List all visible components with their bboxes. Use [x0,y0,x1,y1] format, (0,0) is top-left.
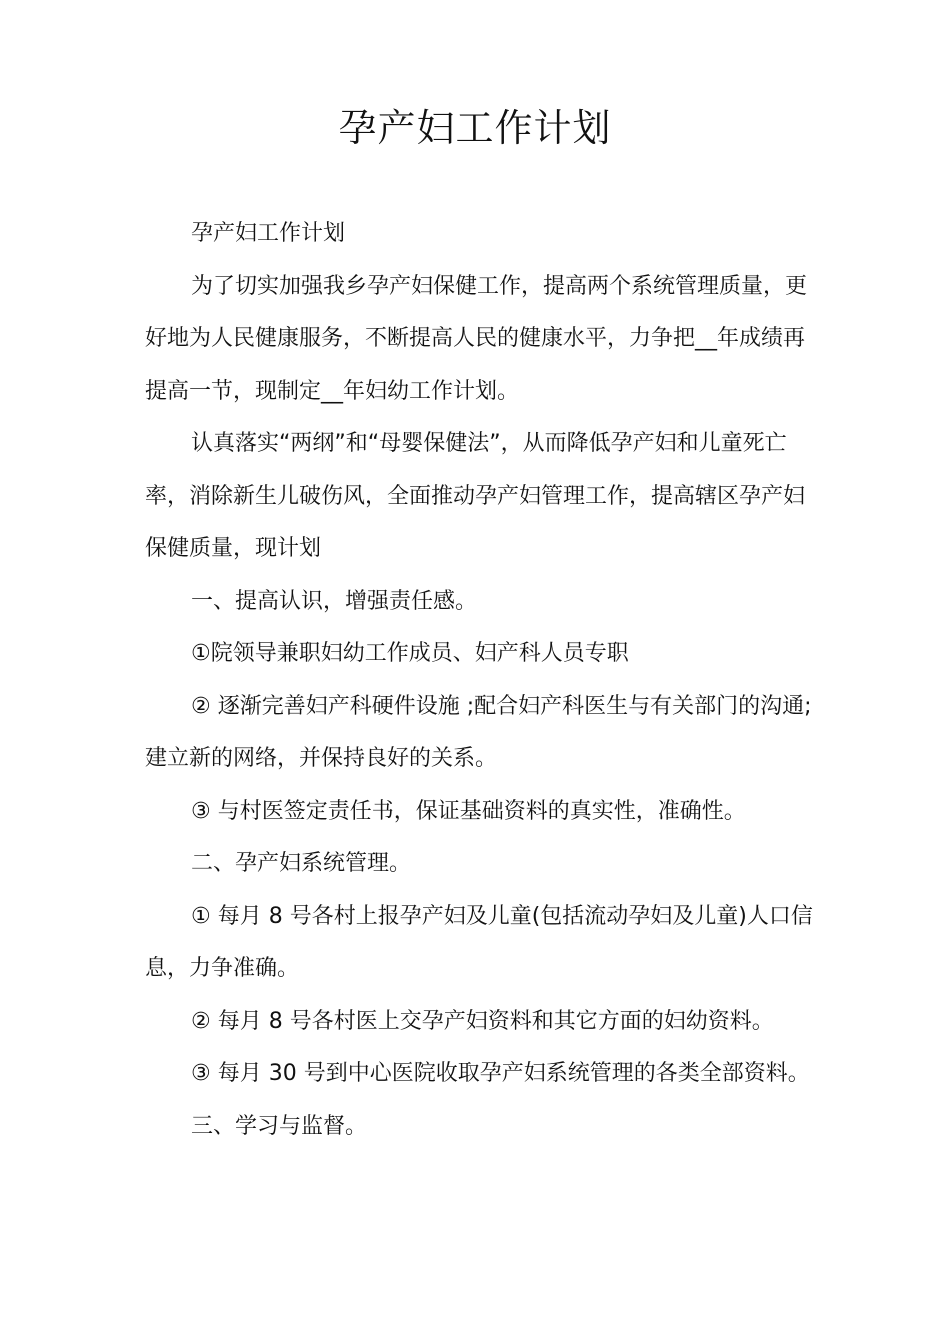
document-body [145,208,825,1153]
list-item-1-1: ①院领导兼职妇幼工作成员、妇产科人员专职 [191,641,629,666]
list-item-1-3: ③ 与村医签定责任书，保证基础资料的真实性，准确性。 [191,798,746,824]
paragraph-goals: 认真落实“两纲”和“母婴保健法”，从而降低孕产妇和儿童死亡率，消除新生儿破伤风，全面推动孕产妇管理工作，提高辖区孕产妇保健质量，现计划 [145,431,806,561]
section-heading-1: 一、提高认识，增强责任感。 [191,588,478,614]
list-item-2-3: ③ 每月 30 号到中心医院收取孕产妇系统管理的各类全部资料。 [191,1061,810,1086]
document-title: 孕产妇工作计划 [338,106,612,150]
list-item-2-1: ① 每月 8 号各村上报孕产妇及儿童(包括流动孕妇及儿童)人口信息，力争准确。 [145,903,813,981]
paragraph-intro: 为了切实加强我乡孕产妇保健工作，提高两个系统管理质量，更好地为人民健康服务，不断提高人民的健康水平，力争把__年成绩再提高一节，现制定__年妇幼工作计划。 [145,273,808,404]
list-item-1-2: ② 逐渐完善妇产科硬件设施 ;配合妇产科医生与有关部门的沟通;建立新的网络，并保持良好的关系。 [145,693,812,771]
paragraph-heading: 孕产妇工作计划 [191,221,346,246]
section-heading-3: 三、学习与监督。 [191,1113,368,1139]
list-item-2-2: ② 每月 8 号各村医上交孕产妇资料和其它方面的妇幼资料。 [191,1008,774,1034]
section-heading-2: 二、孕产妇系统管理。 [191,851,412,876]
